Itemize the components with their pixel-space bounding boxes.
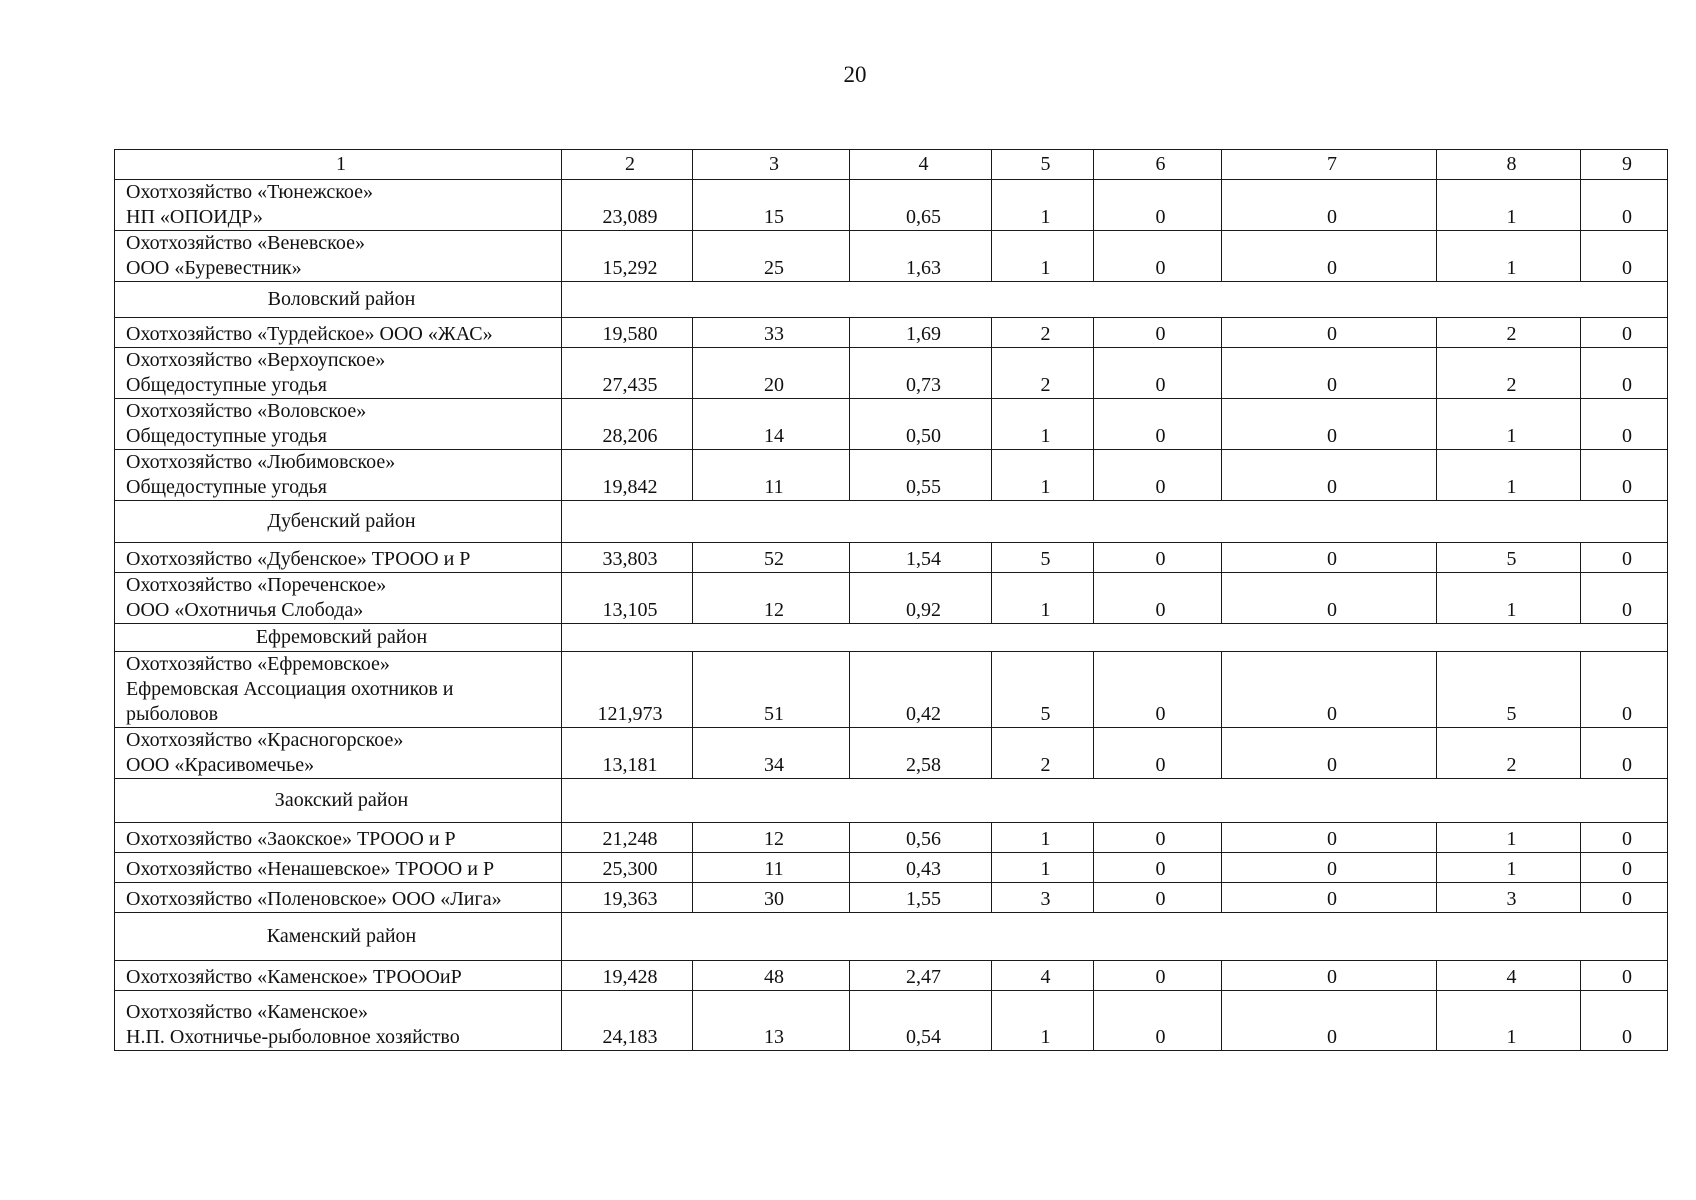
value-cell-col-4: 0,50 (850, 399, 992, 450)
hunting-ground-name-line: Охотхозяйство «Воловское» (126, 400, 367, 422)
district-name: Каменский район (115, 913, 562, 961)
value-cell-col-7: 0 (1222, 180, 1437, 231)
value-cell-col-3: 15 (693, 180, 850, 231)
hunting-ground-name-line: Охотхозяйство «Поленовское» ООО «Лига» (126, 888, 502, 910)
value-cell-col-3: 51 (693, 652, 850, 728)
value-cell-col-9: 0 (1581, 399, 1668, 450)
value-cell-col-9: 0 (1581, 961, 1668, 991)
value-cell-col-3: 14 (693, 399, 850, 450)
value-cell-col-5: 5 (992, 652, 1094, 728)
table-row (115, 991, 1668, 1051)
value-cell-col-5: 3 (992, 883, 1094, 913)
value-cell-col-9: 0 (1581, 823, 1668, 853)
column-header: 8 (1437, 150, 1581, 180)
hunting-ground-name (115, 823, 562, 853)
table-row (115, 450, 1668, 501)
value-cell-col-2: 28,206 (562, 399, 693, 450)
table-row (115, 543, 1668, 573)
value-cell-col-5: 1 (992, 450, 1094, 501)
value-cell-col-2: 25,300 (562, 853, 693, 883)
value-cell-col-9: 0 (1581, 728, 1668, 779)
value-cell-col-8: 1 (1437, 853, 1581, 883)
district-empty-cell (562, 282, 1668, 318)
value-cell-col-7: 0 (1222, 399, 1437, 450)
hunting-ground-name-line: НП «ОПОИДР» (126, 206, 263, 228)
value-cell-col-7: 0 (1222, 231, 1437, 282)
value-cell-col-9: 0 (1581, 991, 1668, 1051)
value-cell-col-6: 0 (1094, 853, 1222, 883)
table-row (115, 231, 1668, 282)
district-row (115, 779, 1668, 823)
value-cell-col-2: 33,803 (562, 543, 693, 573)
hunting-ground-name-line: Охотхозяйство «Любимовское» (126, 451, 396, 473)
value-cell-col-6: 0 (1094, 961, 1222, 991)
hunting-ground-name (115, 399, 562, 450)
value-cell-col-3: 12 (693, 823, 850, 853)
hunting-ground-name (115, 318, 562, 348)
column-header: 4 (850, 150, 992, 180)
value-cell-col-3: 25 (693, 231, 850, 282)
hunting-ground-name-line: Ефремовская Ассоциация охотников и (126, 678, 454, 700)
hunting-ground-name-line: ООО «Красивомечье» (126, 754, 315, 776)
value-cell-col-8: 2 (1437, 348, 1581, 399)
value-cell-col-4: 1,63 (850, 231, 992, 282)
value-cell-col-9: 0 (1581, 180, 1668, 231)
value-cell-col-7: 0 (1222, 450, 1437, 501)
value-cell-col-4: 1,54 (850, 543, 992, 573)
value-cell-col-9: 0 (1581, 450, 1668, 501)
table-row (115, 823, 1668, 853)
value-cell-col-2: 19,842 (562, 450, 693, 501)
hunting-ground-name-line: Общедоступные угодья (126, 425, 328, 447)
page-number: 20 (843, 62, 867, 87)
hunting-ground-name-line: Охотхозяйство «Веневское» (126, 232, 365, 254)
hunting-ground-name-line: ООО «Буревестник» (126, 257, 302, 279)
value-cell-col-8: 5 (1437, 652, 1581, 728)
value-cell-col-3: 11 (693, 450, 850, 501)
value-cell-col-7: 0 (1222, 318, 1437, 348)
value-cell-col-8: 1 (1437, 450, 1581, 501)
value-cell-col-8: 4 (1437, 961, 1581, 991)
value-cell-col-4: 2,58 (850, 728, 992, 779)
column-header: 6 (1094, 150, 1222, 180)
district-name: Дубенский район (115, 501, 562, 543)
table-row (115, 318, 1668, 348)
value-cell-col-2: 21,248 (562, 823, 693, 853)
hunting-ground-name-line: Общедоступные угодья (126, 374, 328, 396)
value-cell-col-8: 2 (1437, 728, 1581, 779)
value-cell-col-9: 0 (1581, 318, 1668, 348)
value-cell-col-4: 0,65 (850, 180, 992, 231)
hunting-ground-name-line: Н.П. Охотничье-рыболовное хозяйство (126, 1026, 460, 1048)
value-cell-col-3: 48 (693, 961, 850, 991)
value-cell-col-2: 19,428 (562, 961, 693, 991)
value-cell-col-6: 0 (1094, 180, 1222, 231)
hunting-ground-name-line: Охотхозяйство «Заокское» ТРООО и Р (126, 828, 456, 850)
value-cell-col-7: 0 (1222, 543, 1437, 573)
hunting-ground-name (115, 883, 562, 913)
value-cell-col-7: 0 (1222, 728, 1437, 779)
value-cell-col-7: 0 (1222, 883, 1437, 913)
value-cell-col-7: 0 (1222, 961, 1437, 991)
value-cell-col-2: 23,089 (562, 180, 693, 231)
table-row (115, 728, 1668, 779)
column-header: 1 (115, 150, 562, 180)
value-cell-col-8: 1 (1437, 573, 1581, 624)
value-cell-col-5: 1 (992, 991, 1094, 1051)
table-row (115, 853, 1668, 883)
district-row (115, 282, 1668, 318)
hunting-ground-name (115, 573, 562, 624)
value-cell-col-2: 15,292 (562, 231, 693, 282)
value-cell-col-4: 0,92 (850, 573, 992, 624)
hunting-ground-name-line: Охотхозяйство «Каменское» ТРОООиР (126, 966, 462, 988)
value-cell-col-7: 0 (1222, 573, 1437, 624)
value-cell-col-5: 1 (992, 823, 1094, 853)
value-cell-col-4: 1,69 (850, 318, 992, 348)
value-cell-col-5: 1 (992, 573, 1094, 624)
district-empty-cell (562, 501, 1668, 543)
value-cell-col-6: 0 (1094, 231, 1222, 282)
hunting-ground-name (115, 543, 562, 573)
value-cell-col-5: 2 (992, 728, 1094, 779)
value-cell-col-2: 121,973 (562, 652, 693, 728)
value-cell-col-3: 33 (693, 318, 850, 348)
value-cell-col-7: 0 (1222, 823, 1437, 853)
district-empty-cell (562, 624, 1668, 652)
hunting-ground-name-line: Охотхозяйство «Дубенское» ТРООО и Р (126, 548, 471, 570)
hunting-ground-name (115, 450, 562, 501)
value-cell-col-9: 0 (1581, 231, 1668, 282)
value-cell-col-3: 20 (693, 348, 850, 399)
value-cell-col-7: 0 (1222, 853, 1437, 883)
value-cell-col-4: 0,42 (850, 652, 992, 728)
value-cell-col-6: 0 (1094, 573, 1222, 624)
value-cell-col-5: 4 (992, 961, 1094, 991)
table-row (115, 180, 1668, 231)
value-cell-col-4: 0,43 (850, 853, 992, 883)
value-cell-col-5: 1 (992, 399, 1094, 450)
value-cell-col-4: 0,73 (850, 348, 992, 399)
table-row (115, 883, 1668, 913)
value-cell-col-4: 0,56 (850, 823, 992, 853)
value-cell-col-5: 2 (992, 348, 1094, 399)
value-cell-col-4: 2,47 (850, 961, 992, 991)
value-cell-col-8: 1 (1437, 231, 1581, 282)
value-cell-col-9: 0 (1581, 348, 1668, 399)
column-header-row (115, 150, 1668, 180)
value-cell-col-7: 0 (1222, 991, 1437, 1051)
hunting-ground-name (115, 728, 562, 779)
value-cell-col-8: 1 (1437, 399, 1581, 450)
district-name: Заокский район (115, 779, 562, 823)
column-header: 3 (693, 150, 850, 180)
value-cell-col-6: 0 (1094, 348, 1222, 399)
value-cell-col-5: 5 (992, 543, 1094, 573)
value-cell-col-2: 13,105 (562, 573, 693, 624)
value-cell-col-8: 3 (1437, 883, 1581, 913)
district-empty-cell (562, 779, 1668, 823)
value-cell-col-6: 0 (1094, 450, 1222, 501)
table-row (115, 399, 1668, 450)
hunting-ground-name (115, 652, 562, 728)
district-row (115, 501, 1668, 543)
value-cell-col-6: 0 (1094, 318, 1222, 348)
column-header: 7 (1222, 150, 1437, 180)
value-cell-col-6: 0 (1094, 399, 1222, 450)
table-row (115, 348, 1668, 399)
hunting-ground-name (115, 961, 562, 991)
value-cell-col-3: 30 (693, 883, 850, 913)
value-cell-col-8: 1 (1437, 180, 1581, 231)
district-name: Воловский район (115, 282, 562, 318)
value-cell-col-5: 1 (992, 231, 1094, 282)
hunting-ground-name-line: Охотхозяйство «Турдейское» ООО «ЖАС» (126, 323, 493, 345)
value-cell-col-8: 2 (1437, 318, 1581, 348)
hunting-ground-name (115, 991, 562, 1051)
value-cell-col-9: 0 (1581, 652, 1668, 728)
value-cell-col-2: 13,181 (562, 728, 693, 779)
hunting-ground-name (115, 231, 562, 282)
hunting-ground-name-line: ООО «Охотничья Слобода» (126, 599, 364, 621)
hunting-ground-name (115, 853, 562, 883)
value-cell-col-5: 1 (992, 853, 1094, 883)
value-cell-col-3: 34 (693, 728, 850, 779)
value-cell-col-3: 52 (693, 543, 850, 573)
value-cell-col-6: 0 (1094, 728, 1222, 779)
hunting-ground-name-line: Охотхозяйство «Тюнежское» (126, 181, 374, 203)
value-cell-col-3: 13 (693, 991, 850, 1051)
value-cell-col-5: 2 (992, 318, 1094, 348)
value-cell-col-6: 0 (1094, 883, 1222, 913)
hunting-grounds-table (114, 149, 1668, 1051)
table-row (115, 961, 1668, 991)
district-row (115, 624, 1668, 652)
value-cell-col-4: 0,54 (850, 991, 992, 1051)
value-cell-col-4: 0,55 (850, 450, 992, 501)
value-cell-col-4: 1,55 (850, 883, 992, 913)
hunting-ground-name-line: Охотхозяйство «Каменское» (126, 1001, 369, 1023)
hunting-ground-name-line: Охотхозяйство «Ненашевское» ТРООО и Р (126, 858, 495, 880)
value-cell-col-9: 0 (1581, 883, 1668, 913)
hunting-ground-name-line: рыболовов (126, 703, 219, 725)
value-cell-col-9: 0 (1581, 573, 1668, 624)
value-cell-col-6: 0 (1094, 543, 1222, 573)
value-cell-col-2: 27,435 (562, 348, 693, 399)
value-cell-col-9: 0 (1581, 543, 1668, 573)
hunting-ground-name-line: Охотхозяйство «Ефремовское» (126, 653, 390, 675)
value-cell-col-6: 0 (1094, 823, 1222, 853)
value-cell-col-8: 5 (1437, 543, 1581, 573)
value-cell-col-8: 1 (1437, 823, 1581, 853)
value-cell-col-9: 0 (1581, 853, 1668, 883)
table-row (115, 573, 1668, 624)
table-row (115, 652, 1668, 728)
district-row (115, 913, 1668, 961)
hunting-ground-name-line: Общедоступные угодья (126, 476, 328, 498)
value-cell-col-8: 1 (1437, 991, 1581, 1051)
value-cell-col-2: 24,183 (562, 991, 693, 1051)
value-cell-col-6: 0 (1094, 991, 1222, 1051)
value-cell-col-6: 0 (1094, 652, 1222, 728)
value-cell-col-7: 0 (1222, 348, 1437, 399)
value-cell-col-3: 12 (693, 573, 850, 624)
column-header: 2 (562, 150, 693, 180)
hunting-ground-name (115, 348, 562, 399)
value-cell-col-2: 19,580 (562, 318, 693, 348)
column-header: 9 (1581, 150, 1668, 180)
district-empty-cell (562, 913, 1668, 961)
hunting-ground-name (115, 180, 562, 231)
hunting-ground-name-line: Охотхозяйство «Верхоупское» (126, 349, 386, 371)
district-name: Ефремовский район (115, 624, 562, 652)
value-cell-col-2: 19,363 (562, 883, 693, 913)
value-cell-col-5: 1 (992, 180, 1094, 231)
hunting-ground-name-line: Охотхозяйство «Пореченское» (126, 574, 387, 596)
table-body (115, 150, 1668, 1051)
column-header: 5 (992, 150, 1094, 180)
value-cell-col-3: 11 (693, 853, 850, 883)
hunting-ground-name-line: Охотхозяйство «Красногорское» (126, 729, 404, 751)
value-cell-col-7: 0 (1222, 652, 1437, 728)
